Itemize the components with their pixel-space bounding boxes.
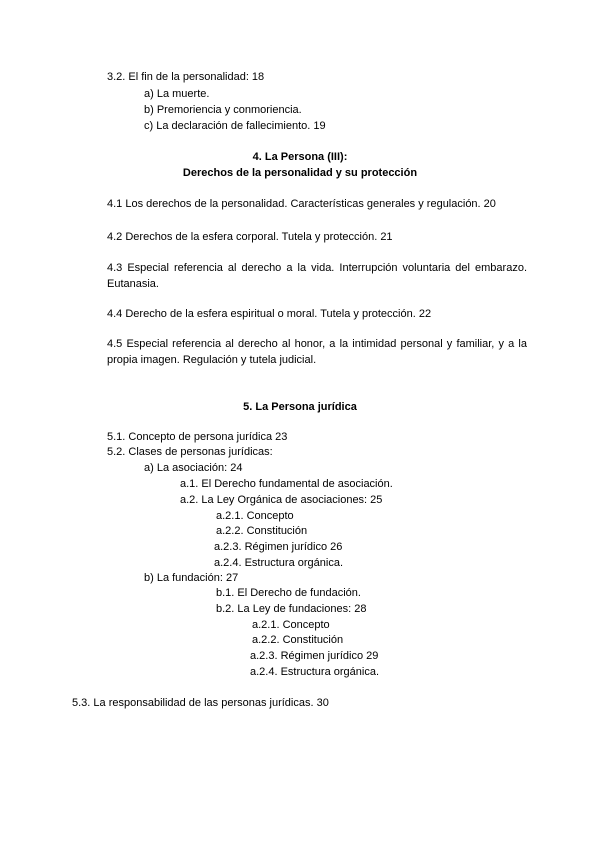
section-4-4: 4.4 Derecho de la esfera espiritual o moral. Tutela y protección. 22	[107, 308, 432, 320]
section-4-1: 4.1 Los derechos de la personalidad. Características generales y regulación. 20	[107, 198, 496, 210]
asociacion-heading: a) La asociación: 24	[144, 462, 243, 474]
fundacion-heading: b) La fundación: 27	[144, 572, 239, 584]
asociacion-subitem: a.2.4. Estructura orgánica.	[214, 557, 344, 569]
section-5-2: 5.2. Clases de personas jurídicas:	[107, 446, 273, 458]
asociacion-subitem: a.2.2. Constitución	[216, 525, 308, 537]
fundacion-subitem: a.2.3. Régimen jurídico 29	[250, 650, 379, 662]
section-4-title: 4. La Persona (III):	[252, 151, 348, 163]
section-4-3: 4.3 Especial referencia al derecho a la vida. Interrupción voluntaria del embarazo. Eutanasia.	[107, 262, 527, 290]
section-3-2-item: c) La declaración de fallecimiento. 19	[144, 120, 326, 132]
section-4-2: 4.2 Derechos de la esfera corporal. Tutela y protección. 21	[107, 231, 393, 243]
asociacion-subitem: a.2.1. Concepto	[216, 510, 294, 522]
fundacion-subitem: a.2.2. Constitución	[252, 634, 344, 646]
section-3-2-item: b) Premoriencia y conmoriencia.	[144, 104, 302, 116]
section-5-1: 5.1. Concepto de persona jurídica 23	[107, 431, 288, 443]
asociacion-item: a.1. El Derecho fundamental de asociación.	[180, 478, 393, 490]
section-3-2-item: a) La muerte.	[144, 88, 210, 100]
asociacion-item: a.2. La Ley Orgánica de asociaciones: 25	[180, 494, 383, 506]
section-5-3: 5.3. La responsabilidad de las personas jurídicas. 30	[72, 697, 329, 709]
section-4-subtitle: Derechos de la personalidad y su protección	[182, 167, 418, 179]
fundacion-item: b.1. El Derecho de fundación.	[216, 587, 361, 599]
fundacion-subitem: a.2.1. Concepto	[252, 619, 330, 631]
section-4-5: 4.5 Especial referencia al derecho al honor, a la intimidad personal y familiar, y a la propia imagen. Regulación y tutela judicial.	[107, 338, 527, 366]
section-3-2-heading: 3.2. El fin de la personalidad: 18	[107, 71, 265, 83]
fundacion-subitem: a.2.4. Estructura orgánica.	[250, 666, 380, 678]
fundacion-item: b.2. La Ley de fundaciones: 28	[216, 603, 367, 615]
asociacion-subitem: a.2.3. Régimen jurídico 26	[214, 541, 343, 553]
section-5-title: 5. La Persona jurídica	[243, 401, 357, 413]
